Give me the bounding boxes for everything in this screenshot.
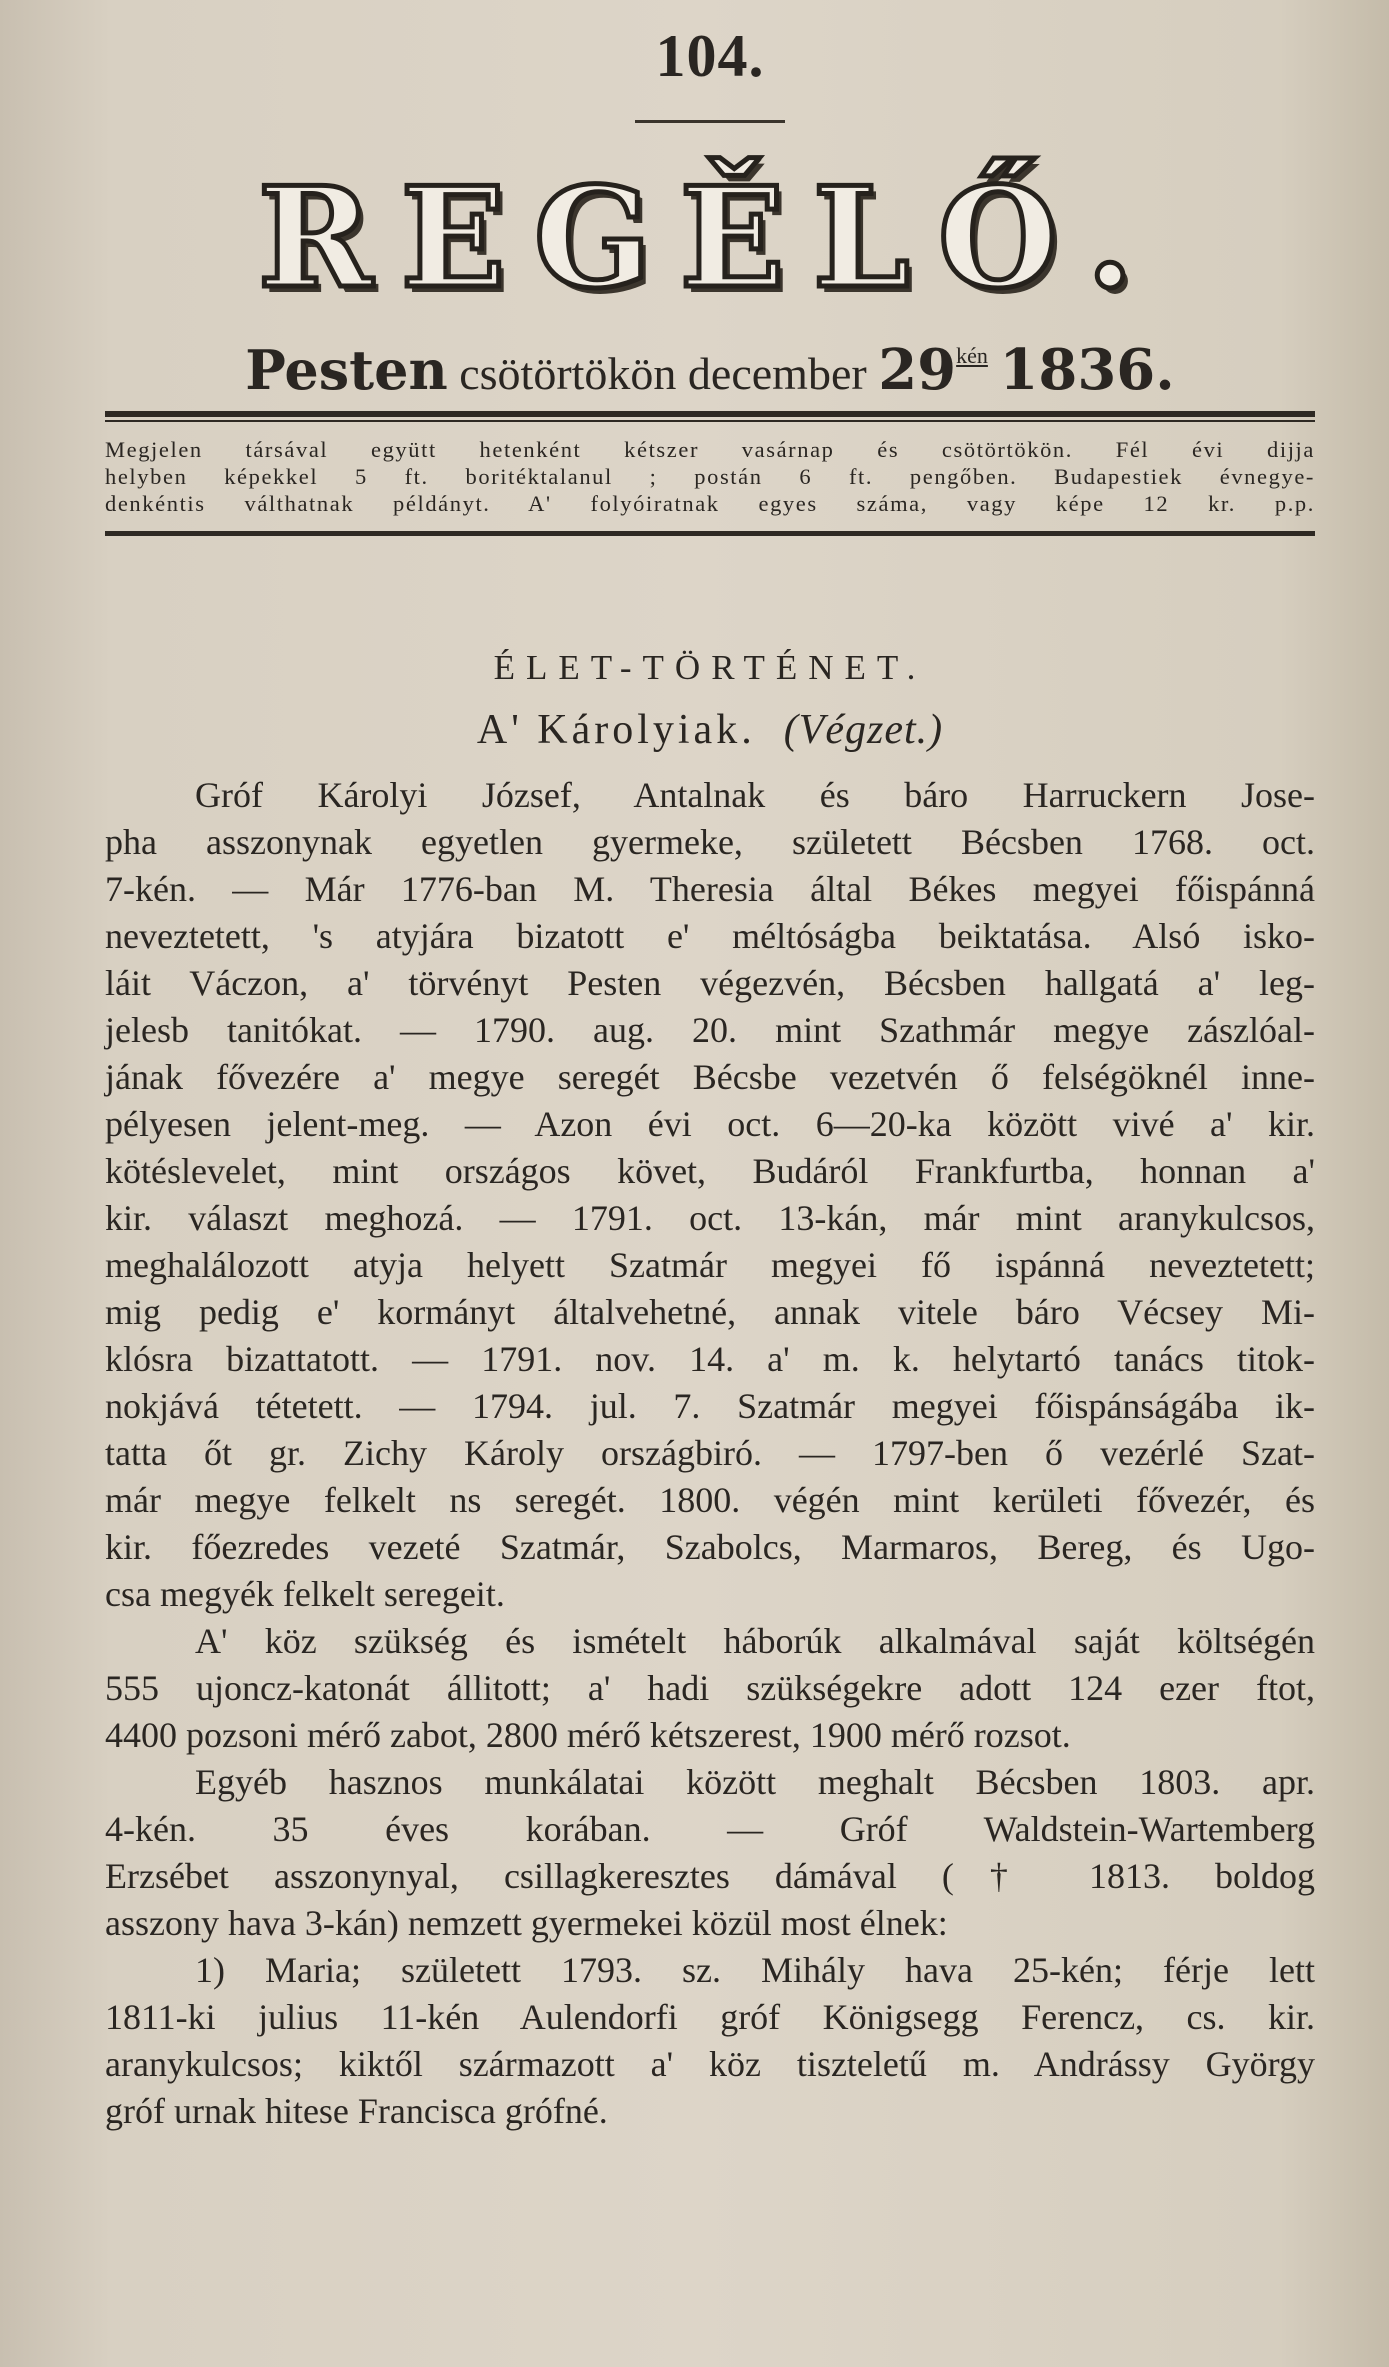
article-line: mig pedig e' kormányt általvehetné, annak vitele báro Vécsey Mi- bbox=[105, 1292, 1315, 1332]
article-line: 4400 pozsoni mérő zabot, 2800 mérő kétszerest, 1900 mérő rozsot. bbox=[105, 1715, 1071, 1755]
article-line: 1811-ki julius 11-kén Aulendorfi gróf Königsegg Ferencz, cs. kir. bbox=[105, 1997, 1315, 2037]
article-line: asszony hava 3-kán) nemzett gyermekei közül most élnek: bbox=[105, 1903, 948, 1943]
dateline-city: Pesten bbox=[245, 338, 448, 402]
subscription-notice bbox=[105, 436, 1315, 517]
article-title-text: A' Károlyiak. bbox=[476, 707, 756, 753]
article-line: A' köz szükség és ismételt háborúk alkalmával saját költségén bbox=[195, 1621, 1315, 1661]
article-line: kir. választ meghozá. — 1791. oct. 13-kán, már mint aranykulcsos, bbox=[105, 1198, 1315, 1238]
dateline-day-suffix: kén bbox=[956, 343, 988, 368]
article-line: nokjává tétetett. — 1794. jul. 7. Szatmár megyei főispánságába ik- bbox=[105, 1386, 1315, 1426]
article-line: 555 ujoncz-katonát állitott; a' hadi szükségekre adott 124 ezer ftot, bbox=[105, 1668, 1315, 1708]
article-line: kötéslevelet, mint országos követ, Budáról Frankfurtba, honnan a' bbox=[105, 1151, 1315, 1191]
article-status: (Végzet.) bbox=[783, 707, 944, 753]
article-line: jának fővezére a' megye seregét Bécsbe vezetvén ő felségöknél inne- bbox=[105, 1057, 1315, 1097]
dateline-year: 1836. bbox=[999, 337, 1175, 403]
page-number: 104. bbox=[655, 23, 765, 89]
article-line: Gróf Károlyi József, Antalnak és báro Harruckern Jose- bbox=[195, 775, 1315, 815]
masthead-title: REGĚLŐ. bbox=[257, 156, 1163, 319]
article-line: pha asszonynak egyetlen gyermeke, született Bécsben 1768. oct. bbox=[105, 822, 1315, 862]
page-column bbox=[105, 0, 1315, 2135]
article-line: 4-kén. 35 éves korában. — Gróf Waldstein-Wartemberg bbox=[105, 1809, 1315, 1849]
article-line: csa megyék felkelt seregeit. bbox=[105, 1574, 505, 1614]
dateline bbox=[105, 321, 1315, 403]
section-title: ÉLET-TÖRTÉNET. bbox=[493, 648, 927, 687]
article-line: gróf urnak hitese Francisca grófné. bbox=[105, 2091, 608, 2131]
article-line: Erzsébet asszonynyal, csillagkeresztes dámával († 1813. boldog bbox=[105, 1856, 1315, 1896]
article-line: aranykulcsos; kiktől származott a' köz tiszteletű m. Andrássy György bbox=[105, 2044, 1315, 2084]
article-line: neveztetett, 's atyjára bizatott e' méltóságba beiktatása. Alsó isko- bbox=[105, 916, 1315, 956]
article-line: 7-kén. — Már 1776-ban M. Theresia által Békes megyei főispánná bbox=[105, 869, 1315, 909]
article-body bbox=[105, 772, 1315, 2135]
article-line: tatta őt gr. Zichy Károly országbiró. — 1797-ben ő vezérlé Szat- bbox=[105, 1433, 1315, 1473]
masthead-thin-rule bbox=[105, 420, 1315, 422]
article-line: Egyéb hasznos munkálatai között meghalt Bécsben 1803. apr. bbox=[195, 1762, 1315, 1802]
notice-line: denkéntis válthatnak példányt. A' folyóiratnak egyes száma, vagy képe 12 kr. p.p. bbox=[105, 491, 1315, 516]
masthead-thick-rule bbox=[105, 411, 1315, 417]
article-line: meghalálozott atyja helyett Szatmár megyei fő ispánná neveztetett; bbox=[105, 1245, 1315, 1285]
article-line: láit Váczon, a' törvényt Pesten végezvén, Bécsben hallgatá a' leg- bbox=[105, 963, 1315, 1003]
article-line: pélyesen jelent-meg. — Azon évi oct. 6—20-ka között vivé a' kir. bbox=[105, 1104, 1315, 1144]
header-short-rule bbox=[635, 120, 785, 123]
notice-line: Megjelen társával együtt hetenként kétszer vasárnap és csötörtökön. Fél évi dijja bbox=[105, 437, 1315, 462]
article-line: 1) Maria; született 1793. sz. Mihály hava 25-kén; férje lett bbox=[195, 1950, 1315, 1990]
article-title bbox=[105, 702, 1315, 758]
article-line: klósra bizattatott. — 1791. nov. 14. a' m. k. helytartó tanács titok- bbox=[105, 1339, 1315, 1379]
notice-bottom-rule bbox=[105, 531, 1315, 536]
article-line: jelesb tanitókat. — 1790. aug. 20. mint Szathmár megye zászlóal- bbox=[105, 1010, 1315, 1050]
dateline-text: csötörtökön december bbox=[459, 348, 867, 399]
notice-line: helyben képekkel 5 ft. boritéktalanul ; postán 6 ft. pengőben. Budapestiek évnegye- bbox=[105, 464, 1315, 489]
dateline-day: 29 bbox=[878, 337, 957, 403]
article-line: már megye felkelt ns seregét. 1800. végén mint kerületi fővezér, és bbox=[105, 1480, 1315, 1520]
article-line: kir. főezredes vezeté Szatmár, Szabolcs, Marmaros, Bereg, és Ugo- bbox=[105, 1527, 1315, 1567]
